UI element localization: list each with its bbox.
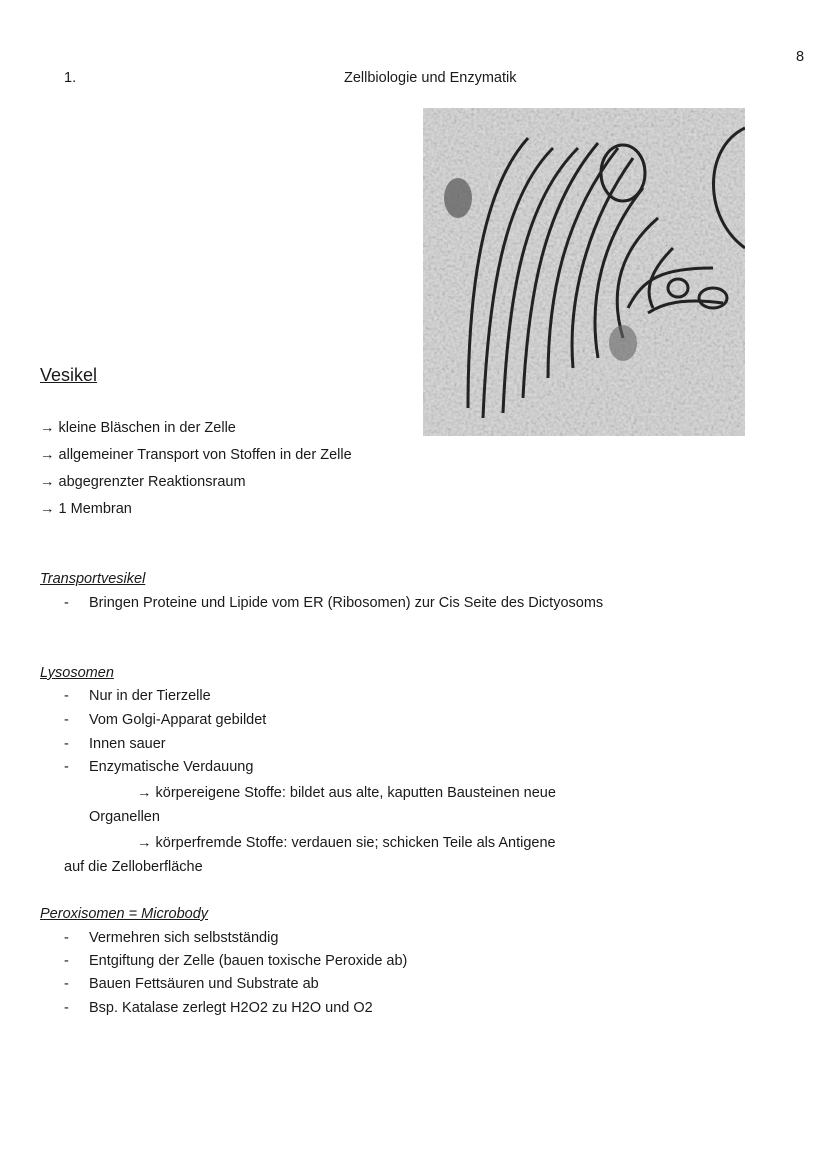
bullet-dash: - [64,595,69,611]
subheading-transportvesikel: Transportvesikel [40,571,146,587]
subheading-lysosomen: Lysosomen [40,665,114,681]
vesikel-point: → allgemeiner Transport von Stoffen in der Zelle [40,447,352,463]
chapter-number: 1. [64,70,77,86]
list-item: Bsp. Katalase zerlegt H2O2 zu H2O und O2 [89,1000,373,1016]
bullet-dash: - [64,688,69,704]
section-heading-vesikel: Vesikel [40,365,98,385]
list-item: Entgiftung der Zelle (bauen toxische Peroxide ab) [89,953,408,969]
list-item: Bringen Proteine und Lipide vom ER (Ribosomen) zur Cis Seite des Dictyosoms [89,595,604,611]
subheading-peroxisomen: Peroxisomen = Microbody [40,906,209,922]
vesikel-point: → 1 Membran [40,501,132,517]
golgi-micrograph-image [423,108,745,436]
list-item: Enzymatische Verdauung [89,759,254,775]
list-item: Bauen Fettsäuren und Substrate ab [89,976,319,992]
list-item: Innen sauer [89,736,166,752]
vesikel-point: → abgegrenzter Reaktionsraum [40,474,246,490]
bullet-dash: - [64,930,69,946]
page-number: 8 [796,49,805,65]
sub-point: → körperfremde Stoffe: verdauen sie; schicken Teile als Antigene [137,835,556,851]
bullet-dash: - [64,953,69,969]
list-item: Vermehren sich selbstständig [89,930,279,946]
bullet-dash: - [64,976,69,992]
bullet-dash: - [64,712,69,728]
sub-point-continuation: Organellen [89,809,160,825]
sub-point: → körpereigene Stoffe: bildet aus alte, kaputten Bausteinen neue [137,785,556,801]
bullet-dash: - [64,759,69,775]
vesikel-point: → kleine Bläschen in der Zelle [40,420,236,436]
page-title: Zellbiologie und Enzymatik [344,70,517,86]
sub-point-continuation: auf die Zelloberfläche [64,859,203,875]
bullet-dash: - [64,1000,69,1016]
list-item: Nur in der Tierzelle [89,688,211,704]
bullet-dash: - [64,736,69,752]
list-item: Vom Golgi-Apparat gebildet [89,712,267,728]
